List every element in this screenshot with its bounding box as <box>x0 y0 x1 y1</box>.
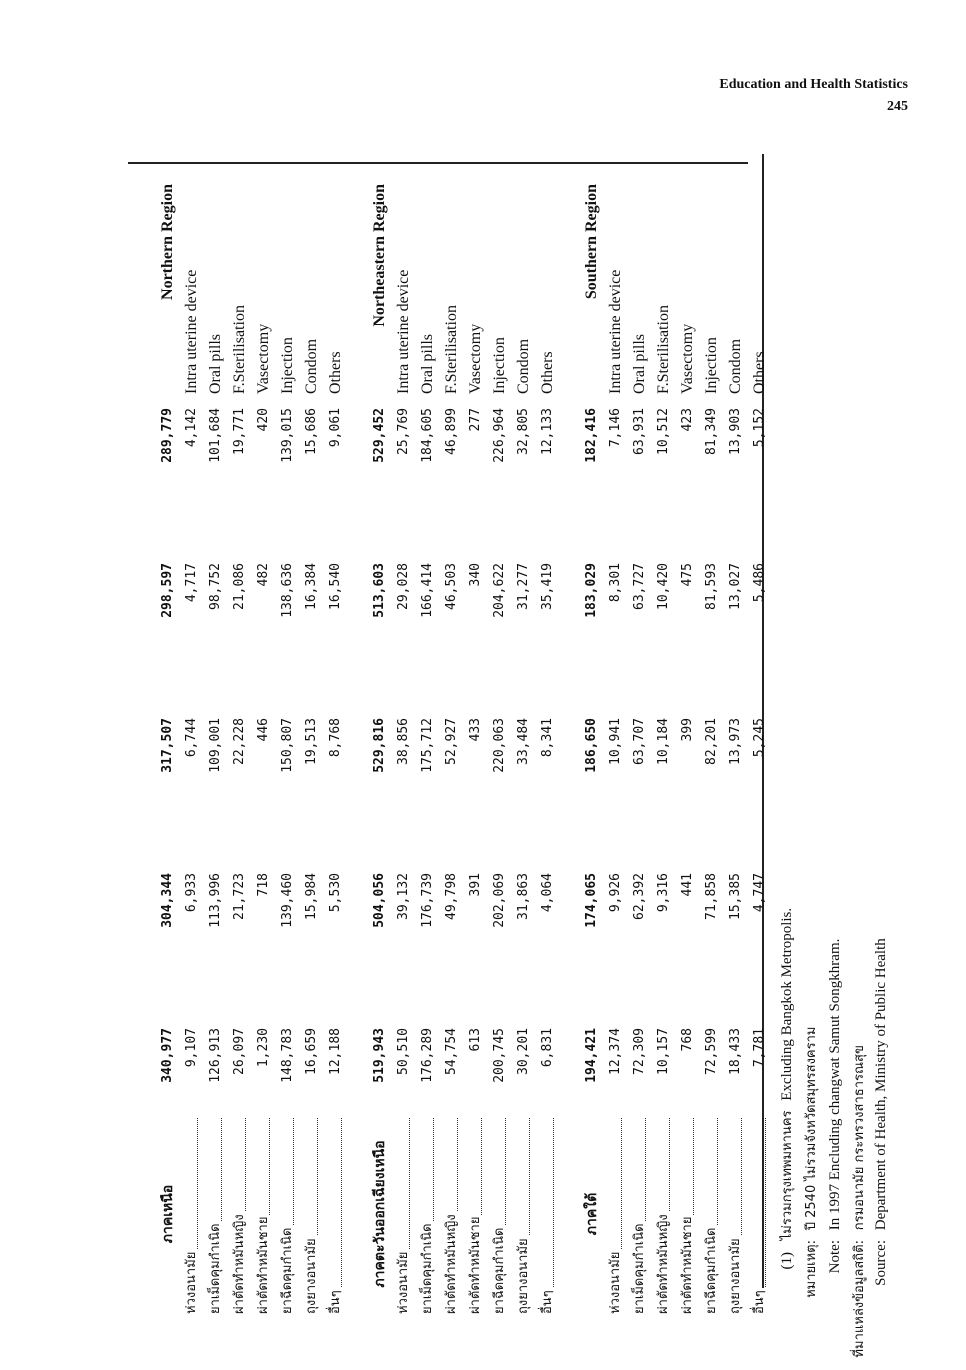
region-heading-thai: ภาคเหนือ <box>160 1184 176 1244</box>
value-cell: 18,433 <box>728 1028 743 1075</box>
value-cell: 35,419 <box>540 563 555 610</box>
table-row <box>392 154 416 1314</box>
value-cell: 8,341 <box>540 718 555 758</box>
table-row <box>416 154 440 1314</box>
value-cell: 5,486 <box>752 563 767 603</box>
row-label-eng: Injection <box>491 337 508 394</box>
value-cell: 175,712 <box>420 718 435 773</box>
value-cell: 38,856 <box>396 718 411 765</box>
row-label-thai-text: ยาเม็ดคุมกำเนิด <box>632 1223 647 1314</box>
value-cell: 71,858 <box>704 873 719 920</box>
row-label-thai <box>392 1118 416 1314</box>
value-cell: 433 <box>468 718 483 742</box>
row-label-eng: Oral pills <box>207 334 224 394</box>
value-cell: 50,510 <box>396 1028 411 1075</box>
table-row <box>252 154 276 1314</box>
value-cell: 16,659 <box>304 1028 319 1075</box>
value-cell: 12,374 <box>608 1028 623 1075</box>
value-cell: 32,805 <box>516 408 531 455</box>
row-label-thai-text: ถุงยางอนามัย <box>304 1238 319 1314</box>
value-cell: 72,599 <box>704 1028 719 1075</box>
row-label-thai <box>536 1118 560 1314</box>
row-label-thai <box>700 1118 724 1314</box>
value-cell: 29,028 <box>396 563 411 610</box>
region-total-cell: 174,065 <box>584 873 599 928</box>
value-cell: 98,752 <box>208 563 223 610</box>
remark-thai: ปี 2540 ไม่รวมจังหวัดสมุทรสงคราม <box>804 1026 819 1231</box>
row-label-eng: Oral pills <box>631 334 648 394</box>
row-label-thai-text: ยาฉีดคุมกำเนิด <box>492 1227 507 1314</box>
row-label-thai-text: ถุงยางอนามัย <box>516 1238 531 1314</box>
row-label-thai <box>748 1118 772 1314</box>
table-row <box>180 154 204 1314</box>
value-cell: 31,277 <box>516 563 531 610</box>
source-text: Department of Health, Ministry of Public Health <box>873 938 889 1231</box>
value-cell: 10,512 <box>656 408 671 455</box>
value-cell: 220,063 <box>492 718 507 773</box>
value-cell: 31,863 <box>516 873 531 920</box>
row-label-thai-text: ผ่าตัดทำหมันชาย <box>468 1216 483 1314</box>
footnote-eng: Excluding Bangkok Metropolis. <box>779 907 795 1101</box>
region-heading-eng: Northeastern Region <box>371 184 388 327</box>
value-cell: 54,754 <box>444 1028 459 1075</box>
row-label-thai <box>724 1118 748 1314</box>
value-cell: 340 <box>468 563 483 587</box>
value-cell: 6,933 <box>184 873 199 913</box>
value-cell: 6,744 <box>184 718 199 758</box>
row-label-thai-text: ผ่าตัดทำหมันชาย <box>256 1216 271 1314</box>
value-cell: 15,984 <box>304 873 319 920</box>
value-cell: 139,015 <box>280 408 295 463</box>
value-cell: 184,605 <box>420 408 435 463</box>
value-cell: 113,996 <box>208 873 223 928</box>
value-cell: 4,717 <box>184 563 199 603</box>
row-label-thai-text: ถุงยางอนามัย <box>728 1238 743 1314</box>
row-label-eng: F.Sterilisation <box>231 305 248 394</box>
region-total-cell: 289,779 <box>160 408 175 463</box>
region-heading-row <box>156 154 180 1314</box>
table-row <box>652 154 676 1314</box>
table-row <box>700 154 724 1314</box>
region-heading-eng: Southern Region <box>583 184 600 300</box>
value-cell: 718 <box>256 873 271 897</box>
remark-label: หมายเหตุ: <box>804 1240 819 1298</box>
row-label-thai-text: ยาเม็ดคุมกำเนิด <box>420 1223 435 1314</box>
value-cell: 176,739 <box>420 873 435 928</box>
row-label-thai-text: ห่วงอนามัย <box>608 1251 623 1314</box>
value-cell: 475 <box>680 563 695 587</box>
row-label-thai-text: ผ่าตัดทำหมันหญิง <box>444 1214 459 1314</box>
value-cell: 63,931 <box>632 408 647 455</box>
row-label-thai-text: อื่นๆ <box>328 1290 343 1314</box>
value-cell: 10,184 <box>656 718 671 765</box>
value-cell: 13,903 <box>728 408 743 455</box>
page-number: 245 <box>887 99 908 114</box>
value-cell: 12,188 <box>328 1028 343 1075</box>
row-label-thai-text: ผ่าตัดทำหมันหญิง <box>232 1214 247 1314</box>
rotated-table <box>128 154 889 1358</box>
value-cell: 126,913 <box>208 1028 223 1083</box>
row-label-thai-text: อื่นๆ <box>752 1290 767 1314</box>
row-label-thai-text: อื่นๆ <box>540 1290 555 1314</box>
row-label-eng: Intra uterine device <box>183 269 200 394</box>
value-cell: 8,301 <box>608 563 623 603</box>
table-row <box>464 154 488 1314</box>
row-label-thai <box>416 1118 440 1314</box>
value-cell: 101,684 <box>208 408 223 463</box>
region-heading-row <box>580 154 604 1314</box>
table-row <box>536 154 560 1314</box>
value-cell: 482 <box>256 563 271 587</box>
region-total-cell: 529,452 <box>372 408 387 463</box>
value-cell: 16,384 <box>304 563 319 610</box>
note-text: In 1997 Encluding changwat Samut Songkhram. <box>827 938 843 1231</box>
leader-dots <box>341 1118 342 1314</box>
value-cell: 13,973 <box>728 718 743 765</box>
region-total-cell: 317,507 <box>160 718 175 773</box>
table-row <box>440 154 464 1314</box>
table-row <box>228 154 252 1314</box>
value-cell: 13,027 <box>728 563 743 610</box>
row-label-thai-text: ผ่าตัดทำหมันหญิง <box>656 1214 671 1314</box>
row-label-thai <box>628 1118 652 1314</box>
table-row <box>748 154 772 1314</box>
value-cell: 109,001 <box>208 718 223 773</box>
value-cell: 420 <box>256 408 271 432</box>
table-row <box>724 154 748 1314</box>
row-label-eng: Vasectomy <box>255 323 272 394</box>
value-cell: 5,530 <box>328 873 343 913</box>
row-label-thai <box>652 1118 676 1314</box>
region-heading-thai: ภาคใต้ <box>584 1192 600 1236</box>
value-cell: 15,385 <box>728 873 743 920</box>
value-cell: 1,230 <box>256 1028 271 1068</box>
value-cell: 399 <box>680 718 695 742</box>
value-cell: 21,086 <box>232 563 247 610</box>
table-row <box>488 154 512 1314</box>
row-label-eng: Oral pills <box>419 334 436 394</box>
value-cell: 82,201 <box>704 718 719 765</box>
value-cell: 4,747 <box>752 873 767 913</box>
value-cell: 10,157 <box>656 1028 671 1075</box>
value-cell: 204,622 <box>492 563 507 618</box>
value-cell: 46,899 <box>444 408 459 455</box>
note-line <box>824 939 846 1314</box>
running-header-title: Education and Health Statistics <box>719 77 908 92</box>
value-cell: 176,289 <box>420 1028 435 1083</box>
value-cell: 226,964 <box>492 408 507 463</box>
value-cell: 9,926 <box>608 873 623 913</box>
value-cell: 277 <box>468 408 483 432</box>
value-cell: 4,064 <box>540 873 555 913</box>
row-label-thai-text: ห่วงอนามัย <box>396 1251 411 1314</box>
value-cell: 62,392 <box>632 873 647 920</box>
table-row <box>276 154 300 1314</box>
value-cell: 46,503 <box>444 563 459 610</box>
value-cell: 8,768 <box>328 718 343 758</box>
row-label-thai <box>440 1118 464 1314</box>
row-label-eng: Vasectomy <box>679 323 696 394</box>
row-label-eng: Condom <box>303 338 320 394</box>
row-label-eng: Others <box>751 351 768 394</box>
value-cell: 10,941 <box>608 718 623 765</box>
table-row <box>512 154 536 1314</box>
value-cell: 441 <box>680 873 695 897</box>
row-label-thai <box>180 1118 204 1314</box>
table-row <box>676 154 700 1314</box>
value-cell: 150,807 <box>280 718 295 773</box>
footnote-marker: (1) <box>779 1252 795 1270</box>
value-cell: 49,798 <box>444 873 459 920</box>
region-heading-row <box>368 154 392 1314</box>
value-cell: 200,745 <box>492 1028 507 1083</box>
value-cell: 25,769 <box>396 408 411 455</box>
region-total-cell: 504,056 <box>372 873 387 928</box>
row-label-thai <box>676 1118 700 1314</box>
value-cell: 22,228 <box>232 718 247 765</box>
row-label-thai <box>204 1118 228 1314</box>
region-heading-thai: ภาคตะวันออกเฉียงเหนือ <box>372 1140 388 1288</box>
row-label-thai <box>512 1118 536 1314</box>
source-thai: กรมอนามัย กระทรวงสาธารณสุข <box>852 1045 867 1231</box>
table-row <box>604 154 628 1314</box>
value-cell: 202,069 <box>492 873 507 928</box>
row-label-eng: Condom <box>727 338 744 394</box>
region-total-cell: 182,416 <box>584 408 599 463</box>
value-cell: 139,460 <box>280 873 295 928</box>
row-label-thai <box>604 1118 628 1314</box>
value-cell: 613 <box>468 1028 483 1052</box>
value-cell: 4,142 <box>184 408 199 448</box>
value-cell: 33,484 <box>516 718 531 765</box>
leader-dots <box>553 1118 554 1314</box>
table-row <box>204 154 228 1314</box>
value-cell: 26,097 <box>232 1028 247 1075</box>
source-thai-label: ที่มาแหล่งข้อมูลสถิติ: <box>852 1240 867 1358</box>
row-label-thai-text: ยาฉีดคุมกำเนิด <box>280 1227 295 1314</box>
value-cell: 391 <box>468 873 483 897</box>
leader-dots <box>765 1118 766 1314</box>
row-label-eng: Injection <box>703 337 720 394</box>
region-total-cell: 529,816 <box>372 718 387 773</box>
row-label-thai-text: ยาฉีดคุมกำเนิด <box>704 1227 719 1314</box>
value-cell: 9,316 <box>656 873 671 913</box>
region-total-cell: 298,597 <box>160 563 175 618</box>
source-label: Source: <box>873 1240 889 1286</box>
row-label-eng: Others <box>539 351 556 394</box>
value-cell: 9,107 <box>184 1028 199 1068</box>
row-label-thai <box>276 1118 300 1314</box>
value-cell: 12,133 <box>540 408 555 455</box>
region-total-cell: 194,421 <box>584 1028 599 1083</box>
row-label-thai-text: ยาเม็ดคุมกำเนิด <box>208 1223 223 1314</box>
value-cell: 423 <box>680 408 695 432</box>
value-cell: 5,152 <box>752 408 767 448</box>
value-cell: 9,061 <box>328 408 343 448</box>
row-label-eng: F.Sterilisation <box>655 305 672 394</box>
row-label-thai <box>464 1118 488 1314</box>
value-cell: 7,146 <box>608 408 623 448</box>
source-thai-line <box>848 1045 871 1358</box>
table-row <box>628 154 652 1314</box>
value-cell: 81,593 <box>704 563 719 610</box>
value-cell: 5,245 <box>752 718 767 758</box>
row-label-thai <box>228 1118 252 1314</box>
value-cell: 148,783 <box>280 1028 295 1083</box>
row-label-eng: Injection <box>279 337 296 394</box>
row-label-thai <box>300 1118 324 1314</box>
value-cell: 19,771 <box>232 408 247 455</box>
row-label-eng: Condom <box>515 338 532 394</box>
row-label-eng: Intra uterine device <box>395 269 412 394</box>
value-cell: 16,540 <box>328 563 343 610</box>
value-cell: 21,723 <box>232 873 247 920</box>
source-line <box>870 938 892 1314</box>
row-label-eng: Intra uterine device <box>607 269 624 394</box>
value-cell: 72,309 <box>632 1028 647 1075</box>
region-heading-eng: Northern Region <box>159 184 176 300</box>
footnote-line <box>776 908 799 1314</box>
region-total-cell: 186,650 <box>584 718 599 773</box>
row-label-eng: Others <box>327 351 344 394</box>
region-total-cell: 304,344 <box>160 873 175 928</box>
value-cell: 446 <box>256 718 271 742</box>
value-cell: 7,781 <box>752 1028 767 1068</box>
row-label-thai-text: ผ่าตัดทำหมันชาย <box>680 1216 695 1314</box>
value-cell: 39,132 <box>396 873 411 920</box>
value-cell: 63,707 <box>632 718 647 765</box>
value-cell: 15,686 <box>304 408 319 455</box>
region-total-cell: 340,977 <box>160 1028 175 1083</box>
value-cell: 768 <box>680 1028 695 1052</box>
footnote-thai: ไม่รวมกรุงเทพมหานคร <box>780 1110 795 1241</box>
value-cell: 138,636 <box>280 563 295 618</box>
row-label-eng: Vasectomy <box>467 323 484 394</box>
row-label-eng: F.Sterilisation <box>443 305 460 394</box>
value-cell: 52,927 <box>444 718 459 765</box>
row-label-thai <box>324 1118 348 1314</box>
table-row <box>324 154 348 1314</box>
remark-line <box>800 1027 823 1314</box>
table-row <box>300 154 324 1314</box>
row-label-thai <box>252 1118 276 1314</box>
value-cell: 166,414 <box>420 563 435 618</box>
value-cell: 19,513 <box>304 718 319 765</box>
value-cell: 10,420 <box>656 563 671 610</box>
value-cell: 81,349 <box>704 408 719 455</box>
value-cell: 63,727 <box>632 563 647 610</box>
value-cell: 6,831 <box>540 1028 555 1068</box>
row-label-thai-text: ห่วงอนามัย <box>184 1251 199 1314</box>
region-total-cell: 183,029 <box>584 563 599 618</box>
row-label-thai <box>488 1118 512 1314</box>
region-total-cell: 519,943 <box>372 1028 387 1083</box>
value-cell: 30,201 <box>516 1028 531 1075</box>
region-total-cell: 513,603 <box>372 563 387 618</box>
note-label: Note: <box>827 1240 843 1274</box>
